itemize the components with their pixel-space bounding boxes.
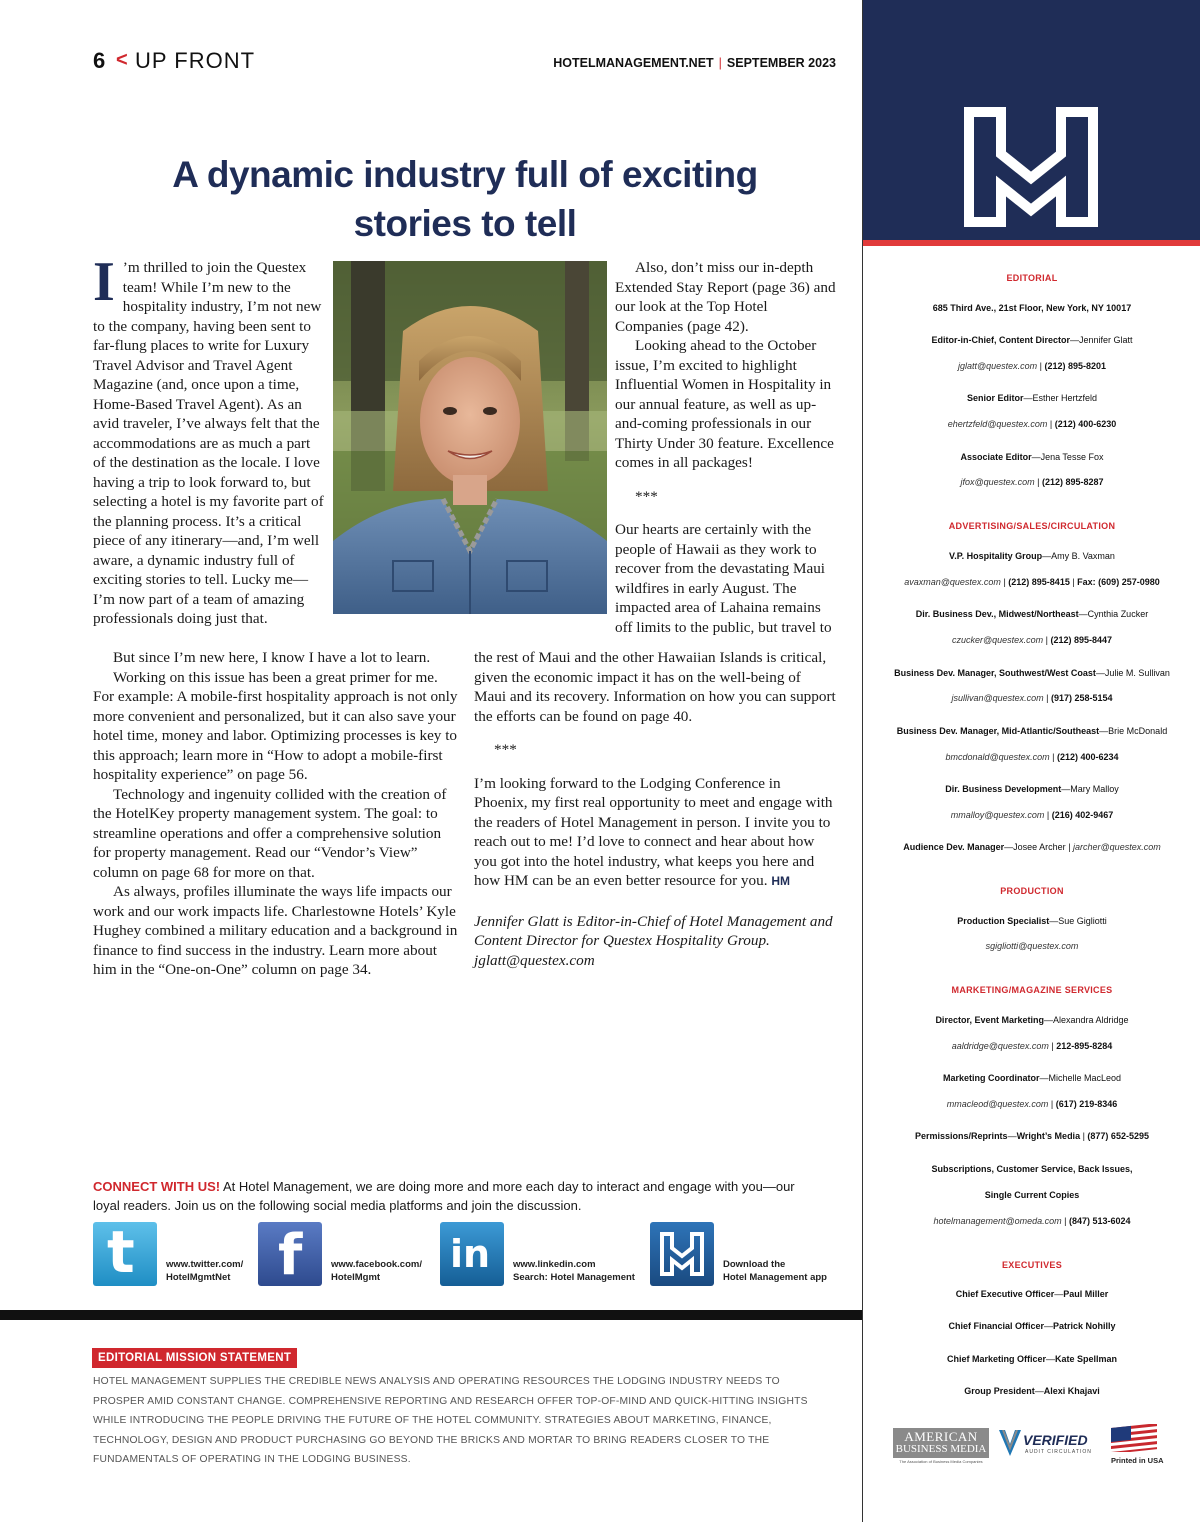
masthead-production-specialist-contact: sgigliotti@questex.com [985, 941, 1079, 951]
masthead-dir-bd: Dir. Business Development—Mary Malloy [945, 784, 1119, 794]
masthead-event-marketing: Director, Event Marketing—Alexandra Aldridge [935, 1015, 1129, 1025]
author-email[interactable]: jglatt@questex.com [474, 951, 595, 969]
mission-label: EDITORIAL MISSION STATEMENT [92, 1348, 297, 1368]
connect-lead: CONNECT WITH US! [93, 1179, 221, 1194]
linkedin-glyph: in [450, 1232, 491, 1276]
masthead-subscriptions-contact: hotelmanagement@omeda.com | (847) 513-6024 [933, 1216, 1131, 1226]
masthead-bd-southwest-contact: jsullivan@questex.com | (917) 258-5154 [951, 693, 1113, 703]
facebook-icon[interactable] [258, 1222, 322, 1286]
headline-line-2: stories to tell [353, 203, 577, 244]
section-chevron-icon: < [116, 49, 128, 71]
masthead-dir-bd-contact: mmalloy@questex.com | (216) 402-9467 [950, 810, 1114, 820]
twitter-url: www.twitter.com/ HotelMgmtNet [166, 1259, 244, 1283]
masthead-sidebar [862, 0, 1200, 1522]
header-separator: | [718, 56, 722, 70]
facebook-glyph: f [278, 1223, 303, 1286]
issue-date: SEPTEMBER 2023 [726, 56, 836, 70]
masthead-subscriptions-1: Subscriptions, Customer Service, Back Issues, [931, 1164, 1133, 1174]
masthead-event-marketing-contact: aaldridge@questex.com | 212-895-8284 [951, 1041, 1113, 1051]
masthead-senior-editor: Senior Editor—Esther Hertzfeld [966, 393, 1098, 403]
linkedin-link[interactable] [440, 1222, 635, 1286]
masthead-associate-editor-contact: jfox@questex.com | (212) 895-8287 [960, 477, 1104, 487]
abm-line-2: BUSINESS MEDIA [895, 1443, 987, 1455]
verified-sub-text: AUDIT CIRCULATION [1025, 1449, 1092, 1455]
author-bio [474, 912, 836, 971]
footer-logos [893, 1428, 1193, 1468]
paragraph-6: Also, don’t miss our in-depth Extended Stay Report (page 36) and our look at the Top Hotel Companies (page 42). [615, 259, 836, 335]
hm-logo-icon [863, 0, 1200, 240]
brand-block [863, 0, 1200, 240]
author-photo [333, 261, 607, 614]
page-number: 6 [93, 48, 106, 73]
abm-line-1: AMERICAN [904, 1429, 978, 1444]
masthead-permissions: Permissions/Reprints—Wright’s Media | (877) 652-5295 [915, 1131, 1149, 1141]
masthead-associate-editor: Associate Editor—Jena Tesse Fox [960, 452, 1104, 462]
masthead-bd-midatlantic: Business Dev. Manager, Mid-Atlantic/Southeast—Brie McDonald [896, 726, 1168, 736]
hm-app-icon[interactable] [650, 1222, 714, 1286]
masthead-ceo: Chief Executive Officer—Paul Miller [955, 1289, 1109, 1299]
paragraph-9 [474, 774, 836, 892]
masthead-marketing-coordinator: Marketing Coordinator—Michelle MacLeod [942, 1073, 1122, 1083]
brand-stripe [863, 240, 1200, 246]
article-column-left-bottom [93, 648, 458, 980]
twitter-icon[interactable] [93, 1222, 157, 1286]
paragraph-1-text: ’m thrilled to join the Questex team! While I’m new to the hospitality industry, I’m not new to the company, having been sent to far-flung places to write for Luxury Travel Advisor and Travel Agent Magazine (and, once upon a time, Home-Based Travel Agent). As an avid traveler, I’ve always felt that the accommodations are as much a part of the destination as the locale. I love having a trip to look forward to, but selecting a hotel is my favorite part of the planning process. It’s a critical piece of any itinerary—and, I’m well aware, a dynamic industry full of exciting stories to tell. Lucky me—I’m now part of a team of amazing professionals doing just that. [93, 259, 324, 627]
paragraph-8-top: Our hearts are certainly with the people of Hawaii as they work to recover from the devastating Maui wildfires in early August. The impacted area of Lahaina remains off limits to the public, but travel to [615, 521, 832, 636]
facebook-link[interactable] [258, 1222, 422, 1286]
usa-flag-icon [1111, 1424, 1157, 1452]
article-column-right-bottom [474, 648, 836, 970]
signoff-mark: HM [771, 874, 790, 888]
paragraph-9-text: I’m looking forward to the Lodging Conference in Phoenix, my first real opportunity to meet and engage with the readers of Hotel Management in person. I invite you to reach out to me! I’d love to connect and hear about how you got into the hotel industry, what keeps you here and how HM can be an even better resource for you. [474, 774, 833, 889]
paragraph-1 [93, 251, 325, 629]
facebook-url: www.facebook.com/ HotelMgmt [331, 1259, 422, 1283]
executives-heading: EXECUTIVES [1001, 1260, 1062, 1270]
masthead-vp: V.P. Hospitality Group—Amy B. Vaxman [949, 551, 1115, 561]
masthead-subscriptions-2: Single Current Copies [984, 1190, 1080, 1200]
connect-text: At Hotel Management, we are doing more and more each day to interact and engage with you—our loyal readers. Join us on the following social media platforms and join the discussion. [93, 1179, 795, 1213]
verified-check-icon [999, 1430, 1021, 1456]
printed-in-usa: Printed in USA [1111, 1456, 1164, 1465]
article-column-right-top [615, 258, 837, 637]
site-name: HOTELMANAGEMENT.NET [553, 56, 714, 70]
masthead-dbd-midwest: Dir. Business Dev., Midwest/Northeast—Cynthia Zucker [915, 609, 1149, 619]
masthead-vp-contact: avaxman@questex.com | (212) 895-8415 | Fax: (609) 257-0980 [904, 577, 1160, 587]
article-headline [95, 150, 835, 248]
paragraph-4: Technology and ingenuity collided with the creation of the HotelKey property management system. The goal: to streamline operations and offer a comprehensive solution for property management. Read our “Vendor’s View” column on page 68 for more on that. [93, 785, 447, 881]
masthead-group-president: Group President—Alexi Khajavi [964, 1386, 1100, 1396]
paragraph-5: As always, profiles illuminate the ways life impacts our work and our work impacts life. Charlestowne Hotels’ Kyle Hughey combined a military education and a background in finance to find success in the industry. Learn more about him in the “One-on-One” column on page 34. [93, 883, 458, 978]
masthead-audience-dev: Audience Dev. Manager—Josee Archer | jarcher@questex.com [903, 842, 1161, 852]
advertising-heading: ADVERTISING/SALES/CIRCULATION [948, 521, 1116, 531]
verified-logo [999, 1430, 1099, 1460]
drop-cap: I [93, 251, 115, 313]
section-title: UP FRONT [135, 48, 256, 73]
masthead-bd-midatlantic-contact: bmcdonald@questex.com | (212) 400-6234 [945, 752, 1119, 762]
publication-line [553, 56, 836, 70]
section-break-1: *** [635, 487, 658, 505]
twitter-link[interactable] [93, 1222, 243, 1286]
editorial-heading: EDITORIAL [1006, 273, 1058, 283]
paragraph-8-bottom: the rest of Maui and the other Hawaiian Islands is critical, given the economic impact it has on the well-being of Maui and its recovery. Information on how you can support the efforts can be found on page 40. [474, 649, 836, 725]
linkedin-icon[interactable] [440, 1222, 504, 1286]
author-bio-text: Jennifer Glatt is Editor-in-Chief of Hotel Management and Content Director for Questex Hospitality Group. [474, 912, 833, 949]
masthead-senior-editor-contact: ehertzfeld@questex.com | (212) 400-6230 [947, 419, 1117, 429]
paragraph-2: But since I’m new here, I know I have a lot to learn. [113, 649, 431, 666]
marketing-heading: MARKETING/MAGAZINE SERVICES [951, 985, 1113, 995]
masthead-production-specialist: Production Specialist—Sue Gigliotti [957, 916, 1107, 926]
section-divider [0, 1310, 862, 1320]
masthead-cmo: Chief Marketing Officer—Kate Spellman [946, 1354, 1118, 1364]
section-break-2: *** [494, 741, 517, 758]
masthead-eic: Editor-in-Chief, Content Director—Jennifer Glatt [931, 335, 1133, 345]
headline-line-1: A dynamic industry full of exciting [172, 154, 758, 195]
mission-text: HOTEL MANAGEMENT SUPPLIES THE CREDIBLE NEWS ANALYSIS AND OPERATING RESOURCES THE LODGING INDUSTRY NEEDS TO PROSPER AMID CONSTANT CHANGE. COMPREHENSIVE REPORTING AND RESEARCH OFFER TOP-OF-MIND AND QUICK-HITTING INSIGHTS WHILE INTRODUCING THE PEOPLE DRIVING THE FUTURE OF THE HOTEL COMMUNITY. STRATEGIES ABOUT MARKETING, FINANCE, TECHNOLOGY, DESIGN AND PRODUCT PURCHASING GO BEYOND THE BRICKS AND MORTAR TO BRING READERS CLOSER TO THE FUNDAMENTALS OF OPERATING IN THE LODGING BUSINESS. [93, 1376, 808, 1466]
paragraph-3: Working on this issue has been a great primer for me. For example: A mobile-first hospitality approach is not only more convenient and personalized, but it can also save your hotel time, money and labor. Optimizing processes is key to this approach; learn more in “How to adopt a mobile-first hospitality experience” on page 56. [93, 668, 458, 783]
app-download-text: Download the Hotel Management app [723, 1259, 827, 1283]
linkedin-url: www.linkedin.com Search: Hotel Management [513, 1259, 635, 1283]
masthead-dbd-midwest-contact: czucker@questex.com | (212) 895-8447 [951, 635, 1113, 645]
editorial-address: 685 Third Ave., 21st Floor, New York, NY 10017 [932, 303, 1132, 313]
masthead-marketing-coordinator-contact: mmacleod@questex.com | (617) 219-8346 [946, 1099, 1118, 1109]
paragraph-7: Looking ahead to the October issue, I’m excited to highlight Influential Women in Hospitality in our annual feature, as well as up-and-coming professionals in our Thirty Under 30 feature. Excellence comes in all packages! [615, 337, 834, 471]
connect-section [93, 1177, 823, 1215]
abm-tagline: The Association of Business Media Companies [899, 1459, 983, 1464]
article-column-left-top [93, 251, 325, 629]
masthead-bd-southwest: Business Dev. Manager, Southwest/West Coast—Julie M. Sullivan [894, 668, 1170, 678]
abm-logo [893, 1428, 989, 1458]
verified-text: VERIFIED [1023, 1432, 1088, 1448]
masthead-cfo: Chief Financial Officer—Patrick Nohilly [948, 1321, 1116, 1331]
twitter-glyph: t [107, 1222, 135, 1286]
production-heading: PRODUCTION [1000, 886, 1064, 896]
app-download-link[interactable] [650, 1222, 827, 1286]
masthead-eic-contact: jglatt@questex.com | (212) 895-8201 [957, 361, 1107, 371]
